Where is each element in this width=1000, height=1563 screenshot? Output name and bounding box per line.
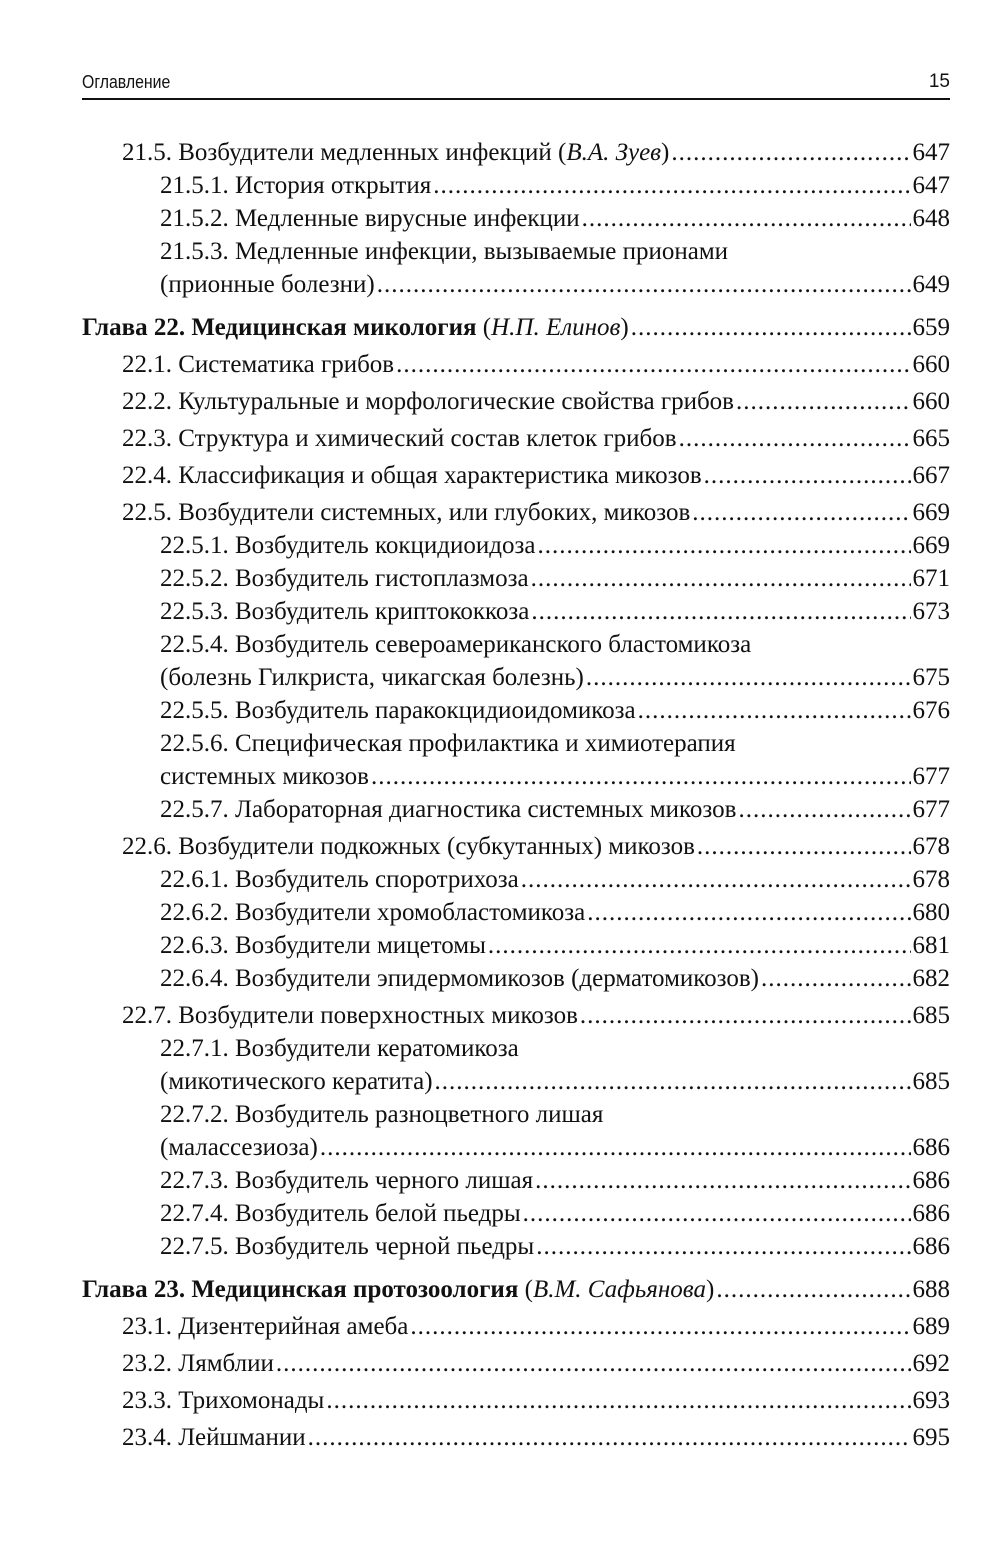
- toc-entry[interactable]: [82, 496, 950, 529]
- toc-entry-text: 22.5.2. Возбудитель гистоплазмоза: [160, 565, 529, 592]
- dot-leader: [531, 562, 911, 595]
- toc-entry[interactable]: [82, 422, 950, 455]
- toc-entry[interactable]: [82, 1384, 950, 1417]
- toc-entry-author: В.М. Сафьянова: [532, 1276, 706, 1303]
- toc-entry[interactable]: [82, 830, 950, 863]
- toc-entry-text: 22.6.3. Возбудители мицетомы: [160, 932, 486, 959]
- dot-leader: [377, 268, 911, 301]
- toc-entry-page: 686: [912, 1233, 950, 1260]
- toc-entry[interactable]: [82, 562, 950, 595]
- toc-entry-text: 23.4. Лейшмании: [122, 1424, 306, 1451]
- toc-entry-text: 22.5.4. Возбудитель североамериканского бластомикоза: [160, 631, 752, 658]
- toc-entry-text: 22.7.4. Возбудитель белой пьедры: [160, 1200, 521, 1227]
- toc-entry-author: Н.П. Елинов: [491, 314, 621, 341]
- toc-entry-page: 695: [912, 1424, 950, 1451]
- dot-leader: [704, 459, 911, 492]
- toc-entry[interactable]: [82, 1230, 950, 1263]
- toc-entry-text: (малассезиоза): [160, 1134, 318, 1161]
- toc-chapter[interactable]: [82, 1273, 950, 1306]
- dot-leader: [531, 595, 910, 628]
- toc-entry-page: 647: [912, 172, 950, 199]
- dot-leader: [716, 1273, 910, 1306]
- dot-leader: [587, 896, 910, 929]
- toc-entry[interactable]: [82, 727, 950, 760]
- toc-entry[interactable]: [82, 348, 950, 381]
- toc-entry-page: 665: [912, 425, 950, 452]
- toc-entry-page: 685: [912, 1002, 950, 1029]
- toc-entry[interactable]: [82, 896, 950, 929]
- toc-entry-continuation[interactable]: [82, 1065, 950, 1098]
- dot-leader: [671, 136, 910, 169]
- toc-entry-text: (микотического кератита): [160, 1068, 433, 1095]
- toc-entry[interactable]: [82, 1347, 950, 1380]
- table-of-contents: [82, 136, 950, 1454]
- toc-entry-page: 677: [912, 763, 950, 790]
- toc-entry-page: 671: [912, 565, 950, 592]
- toc-entry-text: 22.5.1. Возбудитель кокцидиоидоза: [160, 532, 536, 559]
- toc-chapter[interactable]: [82, 311, 950, 344]
- toc-chapter-title: Глава 23. Медицинская протозоология: [82, 1276, 519, 1303]
- toc-entry[interactable]: [82, 929, 950, 962]
- toc-entry-page: 682: [912, 965, 950, 992]
- dot-leader: [435, 1065, 911, 1098]
- toc-entry-page: 686: [912, 1134, 950, 1161]
- toc-entry-text: 22.5.6. Специфическая профилактика и химиотерапия: [160, 730, 736, 757]
- toc-entry[interactable]: [82, 1421, 950, 1454]
- toc-entry[interactable]: [82, 1197, 950, 1230]
- toc-entry-page: 667: [912, 462, 950, 489]
- toc-entry-page: 649: [912, 271, 950, 298]
- dot-leader: [582, 202, 911, 235]
- page-number: 15: [928, 71, 950, 92]
- toc-entry-text: 22.5.7. Лабораторная диагностика системных микозов: [160, 796, 737, 823]
- toc-entry-text: 23.1. Дизентерийная амеба: [122, 1313, 409, 1340]
- running-head-title: Оглавление: [82, 72, 171, 92]
- toc-entry-text: 22.3. Структура и химический состав клеток грибов: [122, 425, 677, 452]
- toc-entry[interactable]: [82, 1032, 950, 1065]
- dot-leader: [523, 1197, 911, 1230]
- toc-entry-page: 686: [912, 1167, 950, 1194]
- toc-entry-text: 22.6. Возбудители подкожных (субкутанных) микозов: [122, 833, 695, 860]
- dot-leader: [320, 1131, 911, 1164]
- toc-entry[interactable]: [82, 595, 950, 628]
- toc-entry-continuation[interactable]: [82, 661, 950, 694]
- toc-entry-author: В.А. Зуев: [566, 139, 662, 166]
- toc-entry-text: (: [476, 314, 492, 341]
- toc-entry-text-after: ): [705, 1276, 715, 1303]
- toc-entry-page: 693: [912, 1387, 950, 1414]
- toc-entry-page: 688: [912, 1276, 950, 1303]
- toc-entry[interactable]: [82, 863, 950, 896]
- toc-entry-continuation[interactable]: [82, 268, 950, 301]
- toc-entry-page: 678: [912, 833, 950, 860]
- toc-entry-page: 647: [912, 139, 950, 166]
- dot-leader: [631, 311, 911, 344]
- toc-entry-text-after: ): [620, 314, 629, 341]
- toc-entry-page: 692: [912, 1350, 950, 1377]
- toc-entry-page: 681: [912, 932, 950, 959]
- toc-entry-text: 22.6.1. Возбудитель споротрихоза: [160, 866, 519, 893]
- toc-entry[interactable]: [82, 459, 950, 492]
- dot-leader: [276, 1347, 911, 1380]
- toc-entry[interactable]: [82, 529, 950, 562]
- dot-leader: [536, 1230, 910, 1263]
- toc-entry-page: 676: [912, 697, 950, 724]
- toc-entry-page: 677: [912, 796, 950, 823]
- dot-leader: [537, 529, 910, 562]
- toc-entry[interactable]: [82, 1098, 950, 1131]
- toc-entry-text: 22.5.3. Возбудитель криптококкоза: [160, 598, 530, 625]
- toc-entry[interactable]: [82, 694, 950, 727]
- dot-leader: [535, 1164, 910, 1197]
- dot-leader: [638, 694, 911, 727]
- dot-leader: [433, 169, 910, 202]
- toc-entry-page: 675: [912, 664, 950, 691]
- toc-entry-text: 22.5.5. Возбудитель паракокцидиоидомикоза: [160, 697, 636, 724]
- dot-leader: [692, 496, 910, 529]
- toc-entry-page: 660: [912, 388, 950, 415]
- dot-leader: [371, 760, 911, 793]
- dot-leader: [308, 1421, 911, 1454]
- toc-entry-continuation[interactable]: [82, 1131, 950, 1164]
- toc-entry-text: 22.7.1. Возбудители кератомикоза: [160, 1035, 519, 1062]
- toc-entry-text: 22.7.2. Возбудитель разноцветного лишая: [160, 1101, 604, 1128]
- toc-entry-page: 669: [912, 532, 950, 559]
- toc-entry-page: 673: [912, 598, 950, 625]
- toc-entry-page: 678: [912, 866, 950, 893]
- toc-entry-page: 660: [912, 351, 950, 378]
- toc-entry-text: 22.7. Возбудители поверхностных микозов: [122, 1002, 578, 1029]
- toc-entry-text: 22.6.4. Возбудители эпидермомикозов (дерматомикозов): [160, 965, 760, 992]
- toc-entry-text: 23.2. Лямблии: [122, 1350, 274, 1377]
- toc-entry[interactable]: [82, 1164, 950, 1197]
- dot-leader: [410, 1310, 910, 1343]
- toc-entry-text: (: [518, 1276, 533, 1303]
- toc-entry-text: 22.5. Возбудители системных, или глубоких, микозов: [122, 499, 691, 526]
- toc-entry[interactable]: [82, 202, 950, 235]
- toc-entry-text: 22.1. Систематика грибов: [122, 351, 395, 378]
- dot-leader: [580, 999, 911, 1032]
- dot-leader: [697, 830, 911, 863]
- toc-entry[interactable]: [82, 385, 950, 418]
- toc-entry-text: 23.3. Трихомонады: [122, 1387, 325, 1414]
- dot-leader: [738, 793, 910, 826]
- toc-entry-text: 21.5. Возбудители медленных инфекций (: [122, 139, 567, 166]
- toc-entry[interactable]: [82, 1310, 950, 1343]
- toc-entry-page: 669: [912, 499, 950, 526]
- toc-entry-continuation[interactable]: [82, 760, 950, 793]
- toc-entry-page: 685: [912, 1068, 950, 1095]
- toc-entry-text: 21.5.3. Медленные инфекции, вызываемые прионами: [160, 238, 729, 265]
- dot-leader: [521, 863, 911, 896]
- toc-entry-text: 22.7.3. Возбудитель черного лишая: [160, 1167, 534, 1194]
- dot-leader: [736, 385, 911, 418]
- toc-entry-text: системных микозов: [160, 763, 369, 790]
- toc-entry[interactable]: [82, 999, 950, 1032]
- dot-leader: [488, 929, 911, 962]
- dot-leader: [679, 422, 911, 455]
- toc-entry-text: 21.5.2. Медленные вирусные инфекции: [160, 205, 580, 232]
- toc-entry-text: 22.7.5. Возбудитель черной пьедры: [160, 1233, 535, 1260]
- toc-entry-page: 689: [912, 1313, 950, 1340]
- toc-entry-page: 680: [912, 899, 950, 926]
- toc-entry-text: (болезнь Гилкриста, чикагская болезнь): [160, 664, 584, 691]
- toc-entry-text: 22.2. Культуральные и морфологические свойства грибов: [122, 388, 734, 415]
- toc-entry-page: 648: [912, 205, 950, 232]
- toc-entry-page: 686: [912, 1200, 950, 1227]
- toc-entry-text: 22.6.2. Возбудители хромобластомикоза: [160, 899, 586, 926]
- toc-entry-page: 659: [912, 314, 950, 341]
- toc-entry[interactable]: [82, 136, 950, 169]
- toc-entry[interactable]: [82, 169, 950, 202]
- toc-entry[interactable]: [82, 628, 950, 661]
- toc-entry-text: (прионные болезни): [160, 271, 375, 298]
- toc-chapter-title: Глава 22. Медицинская микология: [82, 314, 477, 341]
- dot-leader: [396, 348, 910, 381]
- toc-entry-text-after: ): [661, 139, 670, 166]
- toc-entry[interactable]: [82, 962, 950, 995]
- page-header: [82, 66, 950, 100]
- dot-leader: [586, 661, 911, 694]
- toc-entry[interactable]: [82, 793, 950, 826]
- dot-leader: [326, 1384, 910, 1417]
- dot-leader: [761, 962, 910, 995]
- toc-entry-text: 22.4. Классификация и общая характеристика микозов: [122, 462, 702, 489]
- toc-entry[interactable]: [82, 235, 950, 268]
- toc-entry-text: 21.5.1. История открытия: [160, 172, 432, 199]
